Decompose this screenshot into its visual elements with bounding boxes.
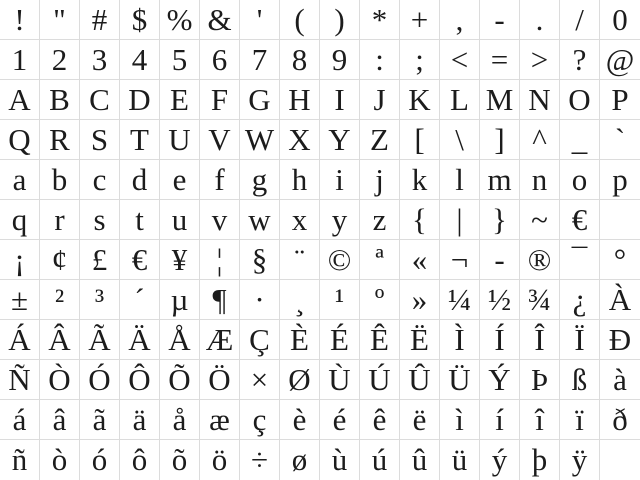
glyph-cell[interactable]: M [480,80,520,120]
glyph-cell[interactable]: 8 [280,40,320,80]
glyph-cell[interactable]: Ã [80,320,120,360]
glyph-cell[interactable]: Ç [240,320,280,360]
glyph-cell[interactable]: _ [560,120,600,160]
glyph-cell[interactable]: ) [320,0,360,40]
glyph-cell[interactable]: | [440,200,480,240]
glyph-cell[interactable]: Ó [80,360,120,400]
glyph-cell[interactable]: * [360,0,400,40]
glyph-cell[interactable]: ( [280,0,320,40]
glyph-cell[interactable]: Z [360,120,400,160]
glyph-cell[interactable]: c [80,160,120,200]
glyph-cell[interactable]: ² [40,280,80,320]
glyph-cell[interactable]: ¥ [160,240,200,280]
glyph-cell[interactable]: e [160,160,200,200]
glyph-cell[interactable]: ± [0,280,40,320]
glyph-cell[interactable]: g [240,160,280,200]
glyph-cell[interactable]: ¶ [200,280,240,320]
glyph-cell[interactable]: Ñ [0,360,40,400]
glyph-cell[interactable]: } [480,200,520,240]
glyph-cell[interactable]: ¨ [280,240,320,280]
glyph-cell[interactable]: x [280,200,320,240]
glyph-cell[interactable]: Ü [440,360,480,400]
glyph-cell[interactable]: Æ [200,320,240,360]
glyph-cell[interactable]: ú [360,440,400,480]
glyph-cell[interactable]: Å [160,320,200,360]
glyph-cell[interactable]: õ [160,440,200,480]
glyph-cell[interactable]: û [400,440,440,480]
glyph-cell[interactable]: µ [160,280,200,320]
glyph-cell[interactable]: J [360,80,400,120]
glyph-cell[interactable]: Î [520,320,560,360]
glyph-cell[interactable]: ^ [520,120,560,160]
glyph-cell[interactable]: b [40,160,80,200]
glyph-cell[interactable]: f [200,160,240,200]
glyph-cell[interactable]: C [80,80,120,120]
glyph-cell[interactable]: 1 [0,40,40,80]
glyph-cell[interactable]: t [120,200,160,240]
glyph-cell[interactable]: Ô [120,360,160,400]
glyph-cell[interactable]: > [520,40,560,80]
glyph-cell[interactable]: Ï [560,320,600,360]
glyph-cell[interactable]: â [40,400,80,440]
glyph-cell[interactable]: Ê [360,320,400,360]
glyph-cell[interactable]: 4 [120,40,160,80]
glyph-cell[interactable]: ã [80,400,120,440]
glyph-cell[interactable]: È [280,320,320,360]
glyph-cell[interactable]: 3 [80,40,120,80]
glyph-cell[interactable]: Ì [440,320,480,360]
glyph-cell[interactable]: ? [560,40,600,80]
glyph-cell[interactable]: ! [0,0,40,40]
glyph-cell[interactable]: " [40,0,80,40]
glyph-cell[interactable]: s [80,200,120,240]
glyph-cell[interactable]: Ä [120,320,160,360]
glyph-cell[interactable]: 0 [600,0,640,40]
glyph-cell[interactable]: Ø [280,360,320,400]
glyph-cell[interactable]: m [480,160,520,200]
glyph-cell[interactable]: T [120,120,160,160]
glyph-cell[interactable]: G [240,80,280,120]
glyph-cell[interactable]: ý [480,440,520,480]
glyph-cell[interactable]: H [280,80,320,120]
glyph-cell[interactable]: ò [40,440,80,480]
empty-cell [600,440,640,480]
glyph-cell[interactable]: ¿ [560,280,600,320]
glyph-cell[interactable]: ë [400,400,440,440]
glyph-cell[interactable]: ] [480,120,520,160]
glyph-cell[interactable]: ¡ [0,240,40,280]
glyph-cell[interactable]: O [560,80,600,120]
glyph-cell[interactable]: v [200,200,240,240]
glyph-cell[interactable]: Û [400,360,440,400]
glyph-cell[interactable]: ì [440,400,480,440]
glyph-cell[interactable]: ¦ [200,240,240,280]
glyph-cell[interactable]: & [200,0,240,40]
glyph-cell[interactable]: É [320,320,360,360]
glyph-cell[interactable]: F [200,80,240,120]
glyph-cell[interactable]: n [520,160,560,200]
glyph-cell[interactable]: @ [600,40,640,80]
glyph-cell[interactable]: © [320,240,360,280]
glyph-cell[interactable]: + [400,0,440,40]
glyph-cell[interactable]: ÷ [240,440,280,480]
glyph-cell[interactable]: ¸ [280,280,320,320]
glyph-cell[interactable]: - [480,0,520,40]
glyph-cell[interactable]: ó [80,440,120,480]
glyph-cell[interactable]: j [360,160,400,200]
glyph-cell[interactable]: í [480,400,520,440]
glyph-cell[interactable]: h [280,160,320,200]
glyph-cell[interactable]: à [600,360,640,400]
glyph-cell[interactable]: ` [600,120,640,160]
glyph-cell[interactable]: ¯ [560,240,600,280]
glyph-cell[interactable]: q [0,200,40,240]
glyph-cell[interactable]: 6 [200,40,240,80]
glyph-cell[interactable]: ¬ [440,240,480,280]
glyph-cell[interactable]: Y [320,120,360,160]
glyph-cell[interactable]: » [400,280,440,320]
glyph-cell[interactable]: ÿ [560,440,600,480]
glyph-cell[interactable]: Ù [320,360,360,400]
glyph-cell[interactable]: I [320,80,360,120]
glyph-cell[interactable]: Q [0,120,40,160]
glyph-cell[interactable]: ü [440,440,480,480]
glyph-cell[interactable]: B [40,80,80,120]
glyph-cell[interactable]: r [40,200,80,240]
glyph-cell[interactable]: ° [600,240,640,280]
glyph-cell[interactable]: = [480,40,520,80]
glyph-cell[interactable]: Ò [40,360,80,400]
glyph-cell[interactable]: N [520,80,560,120]
empty-cell [600,200,640,240]
glyph-cell[interactable]: V [200,120,240,160]
glyph-cell[interactable]: « [400,240,440,280]
glyph-cell[interactable]: º [360,280,400,320]
glyph-cell[interactable]: æ [200,400,240,440]
glyph-cell[interactable]: ñ [0,440,40,480]
glyph-cell[interactable]: l [440,160,480,200]
glyph-cell[interactable]: é [320,400,360,440]
glyph-cell[interactable]: E [160,80,200,120]
glyph-cell[interactable]: ½ [480,280,520,320]
glyph-cell[interactable]: ' [240,0,280,40]
glyph-cell[interactable]: 7 [240,40,280,80]
glyph-cell[interactable]: 9 [320,40,360,80]
glyph-cell[interactable]: × [240,360,280,400]
glyph-cell[interactable]: ð [600,400,640,440]
glyph-cell[interactable]: ¾ [520,280,560,320]
glyph-cell[interactable]: î [520,400,560,440]
glyph-cell[interactable]: Á [0,320,40,360]
glyph-cell[interactable]: Ë [400,320,440,360]
glyph-cell[interactable]: [ [400,120,440,160]
glyph-cell[interactable]: - [480,240,520,280]
glyph-cell[interactable]: å [160,400,200,440]
glyph-cell[interactable]: S [80,120,120,160]
glyph-cell[interactable]: ï [560,400,600,440]
glyph-cell[interactable]: Í [480,320,520,360]
glyph-cell[interactable]: d [120,160,160,200]
glyph-cell[interactable]: A [0,80,40,120]
glyph-cell[interactable]: · [240,280,280,320]
glyph-cell[interactable]: / [560,0,600,40]
glyph-cell[interactable]: Ð [600,320,640,360]
glyph-cell[interactable]: ´ [120,280,160,320]
glyph-cell[interactable]: K [400,80,440,120]
glyph-cell[interactable]: ç [240,400,280,440]
glyph-cell[interactable]: \ [440,120,480,160]
glyph-cell[interactable]: Õ [160,360,200,400]
glyph-cell[interactable]: Þ [520,360,560,400]
glyph-cell[interactable]: U [160,120,200,160]
glyph-cell[interactable]: Â [40,320,80,360]
glyph-cell[interactable]: a [0,160,40,200]
glyph-cell[interactable]: ù [320,440,360,480]
glyph-cell[interactable]: ; [400,40,440,80]
glyph-cell[interactable]: è [280,400,320,440]
glyph-cell[interactable]: ø [280,440,320,480]
glyph-cell[interactable]: i [320,160,360,200]
glyph-cell[interactable]: ¹ [320,280,360,320]
glyph-cell[interactable]: R [40,120,80,160]
glyph-cell[interactable]: ³ [80,280,120,320]
glyph-cell[interactable]: # [80,0,120,40]
glyph-cell[interactable]: u [160,200,200,240]
glyph-cell[interactable]: £ [80,240,120,280]
glyph-cell[interactable]: ß [560,360,600,400]
glyph-cell[interactable]: Ú [360,360,400,400]
glyph-cell[interactable]: € [560,200,600,240]
glyph-cell[interactable]: á [0,400,40,440]
glyph-cell[interactable]: § [240,240,280,280]
glyph-cell[interactable]: Ö [200,360,240,400]
glyph-cell[interactable]: w [240,200,280,240]
glyph-cell[interactable]: p [600,160,640,200]
glyph-cell[interactable]: $ [120,0,160,40]
glyph-cell[interactable]: . [520,0,560,40]
glyph-cell[interactable]: ~ [520,200,560,240]
glyph-cell[interactable]: ä [120,400,160,440]
glyph-cell[interactable]: Ý [480,360,520,400]
glyph-cell[interactable]: k [400,160,440,200]
glyph-cell[interactable]: ¢ [40,240,80,280]
glyph-cell[interactable]: À [600,280,640,320]
glyph-cell[interactable]: { [400,200,440,240]
glyph-cell[interactable]: o [560,160,600,200]
glyph-cell[interactable]: y [320,200,360,240]
glyph-cell[interactable]: ô [120,440,160,480]
glyph-cell[interactable]: ¼ [440,280,480,320]
glyph-cell[interactable]: z [360,200,400,240]
glyph-cell[interactable]: : [360,40,400,80]
glyph-cell[interactable]: P [600,80,640,120]
glyph-cell[interactable]: ö [200,440,240,480]
glyph-cell[interactable]: W [240,120,280,160]
glyph-cell[interactable]: % [160,0,200,40]
glyph-cell[interactable]: 2 [40,40,80,80]
glyph-cell[interactable]: € [120,240,160,280]
glyph-cell[interactable]: , [440,0,480,40]
glyph-cell[interactable]: ª [360,240,400,280]
glyph-cell[interactable]: ® [520,240,560,280]
glyph-cell[interactable]: L [440,80,480,120]
glyph-cell[interactable]: ê [360,400,400,440]
glyph-cell[interactable]: < [440,40,480,80]
glyph-cell[interactable]: D [120,80,160,120]
glyph-cell[interactable]: 5 [160,40,200,80]
glyph-cell[interactable]: þ [520,440,560,480]
glyph-cell[interactable]: X [280,120,320,160]
